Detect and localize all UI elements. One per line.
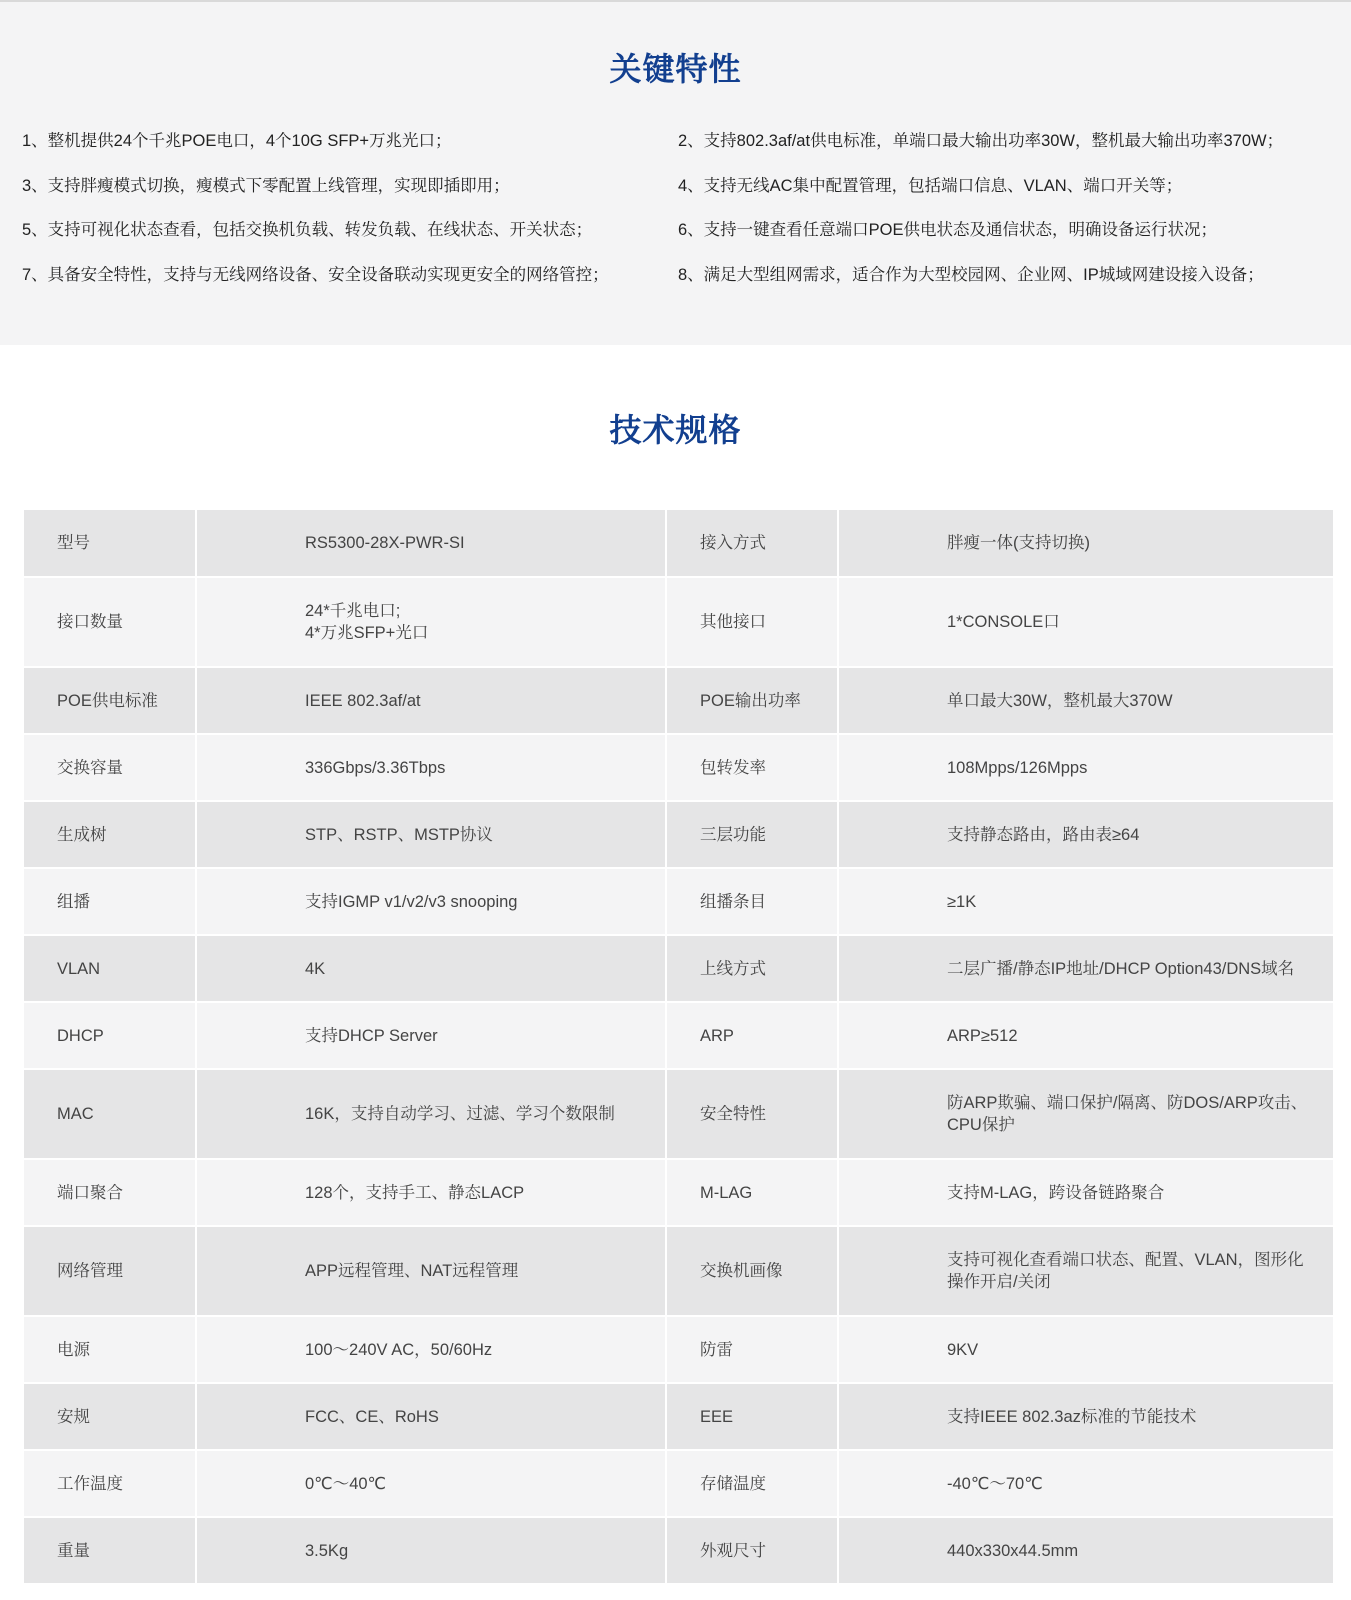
- table-row: [24, 868, 1333, 935]
- spec-label: 外观尺寸: [666, 1517, 838, 1584]
- spec-label: 网络管理: [24, 1226, 196, 1316]
- spec-value-line: 支持可视化查看端口状态、配置、VLAN，图形化: [947, 1251, 1304, 1269]
- spec-value-line: ≥1K: [947, 892, 977, 911]
- table-row: [24, 734, 1333, 801]
- spec-label: 电源: [24, 1316, 196, 1383]
- table-row: [24, 667, 1333, 734]
- spec-value-line: 128个，支持手工、静态LACP: [305, 1183, 525, 1202]
- spec-value-line: 100～240V AC，50/60Hz: [305, 1340, 493, 1359]
- spec-label: POE输出功率: [666, 667, 838, 734]
- spec-value-line: 3.5Kg: [305, 1541, 349, 1560]
- spec-label: 交换容量: [24, 734, 196, 801]
- spec-value-line: 胖瘦一体(支持切换): [947, 534, 1090, 552]
- spec-value-line: 440x330x44.5mm: [947, 1541, 1079, 1560]
- spec-label: MAC: [24, 1069, 196, 1159]
- spec-value-line: RS5300-28X-PWR-SI: [305, 534, 465, 552]
- spec-value: [196, 1069, 666, 1159]
- feature-item: 3、支持胖瘦模式切换，瘦模式下零配置上线管理，实现即插即用；: [22, 176, 510, 195]
- spec-label: M-LAG: [666, 1159, 838, 1226]
- spec-value-line: 支持IGMP v1/v2/v3 snooping: [305, 892, 518, 911]
- spec-value-line: 9KV: [947, 1340, 979, 1359]
- spec-value: [196, 510, 666, 577]
- spec-label: 安全特性: [666, 1069, 838, 1159]
- spec-value-line: 支持M-LAG，跨设备链路聚合: [947, 1183, 1165, 1202]
- table-row: [24, 577, 1333, 667]
- spec-label: 其他接口: [666, 577, 838, 667]
- table-row: [24, 1316, 1333, 1383]
- spec-value-line: 1*CONSOLE口: [947, 613, 1060, 631]
- spec-value: [196, 801, 666, 868]
- tech-specs-title: 技术规格: [609, 411, 742, 449]
- spec-value: [196, 734, 666, 801]
- spec-label: 安规: [24, 1383, 196, 1450]
- feature-item: 4、支持无线AC集中配置管理，包括端口信息、VLAN、端口开关等；: [678, 176, 1183, 195]
- spec-value-line: STP、RSTP、MSTP协议: [305, 825, 493, 844]
- spec-label: 接口数量: [24, 577, 196, 667]
- spec-value-line: 0℃～40℃: [305, 1474, 387, 1493]
- feature-item: 8、满足大型组网需求，适合作为大型校园网、企业网、IP城域网建设接入设备；: [678, 265, 1264, 284]
- feature-item: 2、支持802.3af/at供电标准，单端口最大输出功率30W，整机最大输出功率370W；: [678, 132, 1284, 150]
- spec-value: [838, 734, 1333, 801]
- spec-value-line: CPU保护: [947, 1116, 1015, 1134]
- spec-value-line: 支持静态路由，路由表≥64: [947, 825, 1140, 844]
- spec-value-line: 108Mpps/126Mpps: [947, 758, 1088, 777]
- spec-label: 上线方式: [666, 935, 838, 1002]
- spec-value: [838, 935, 1333, 1002]
- spec-value: [838, 667, 1333, 734]
- spec-value: [196, 1383, 666, 1450]
- table-row: [24, 1517, 1333, 1584]
- spec-value: [838, 510, 1333, 577]
- spec-value-line: 单口最大30W，整机最大370W: [947, 691, 1173, 710]
- spec-value: [196, 1450, 666, 1517]
- spec-label: VLAN: [24, 935, 196, 1002]
- spec-value-line: 4K: [305, 959, 326, 978]
- spec-value-line: ARP≥512: [947, 1026, 1018, 1045]
- spec-value: [838, 1517, 1333, 1584]
- spec-value: [196, 935, 666, 1002]
- spec-value-line: FCC、CE、RoHS: [305, 1407, 439, 1426]
- table-row: [24, 1450, 1333, 1517]
- table-row: [24, 801, 1333, 868]
- spec-label: 存储温度: [666, 1450, 838, 1517]
- spec-value: [838, 801, 1333, 868]
- spec-value: [196, 1517, 666, 1584]
- spec-value: [196, 1002, 666, 1069]
- key-features-section: [0, 2, 1351, 345]
- table-row: [24, 935, 1333, 1002]
- key-features-title: 关键特性: [609, 50, 742, 88]
- table-row: [24, 1226, 1333, 1316]
- spec-label: 接入方式: [666, 510, 838, 577]
- spec-label: POE供电标准: [24, 667, 196, 734]
- table-row: [24, 1002, 1333, 1069]
- spec-value: [838, 577, 1333, 667]
- table-row: [24, 1383, 1333, 1450]
- table-row: [24, 510, 1333, 577]
- spec-value: [196, 1316, 666, 1383]
- feature-item: 5、支持可视化状态查看，包括交换机负载、转发负载、在线状态、开关状态；: [22, 221, 593, 239]
- spec-value: [196, 577, 666, 667]
- spec-value: [838, 1383, 1333, 1450]
- spec-value-line: 4*万兆SFP+光口: [305, 624, 429, 642]
- spec-value: [196, 1226, 666, 1316]
- spec-label: 生成树: [24, 801, 196, 868]
- spec-value: [838, 1316, 1333, 1383]
- spec-value: [196, 1159, 666, 1226]
- spec-label: 交换机画像: [666, 1226, 838, 1316]
- feature-item: 6、支持一键查看任意端口POE供电状态及通信状态，明确设备运行状况；: [678, 221, 1218, 239]
- spec-value-line: APP远程管理、NAT远程管理: [305, 1262, 519, 1280]
- spec-value: [838, 868, 1333, 935]
- spec-value-line: IEEE 802.3af/at: [305, 691, 421, 710]
- spec-label: 防雷: [666, 1316, 838, 1383]
- spec-value-line: 操作开启/关闭: [947, 1273, 1051, 1291]
- spec-value-line: -40℃～70℃: [947, 1474, 1043, 1493]
- spec-label: 工作温度: [24, 1450, 196, 1517]
- spec-value-line: 336Gbps/3.36Tbps: [305, 758, 446, 777]
- spec-label: 组播条目: [666, 868, 838, 935]
- key-features-list: [22, 130, 1332, 308]
- spec-value: [838, 1002, 1333, 1069]
- feature-item: 1、整机提供24个千兆POE电口，4个10G SFP+万兆光口；: [22, 132, 452, 150]
- spec-label: 型号: [24, 510, 196, 577]
- spec-label: 三层功能: [666, 801, 838, 868]
- spec-value: [196, 667, 666, 734]
- spec-label: DHCP: [24, 1002, 196, 1069]
- spec-value-line: 支持DHCP Server: [305, 1026, 438, 1045]
- spec-label: 组播: [24, 868, 196, 935]
- spec-table: [24, 510, 1333, 1585]
- spec-value-line: 24*千兆电口;: [305, 602, 401, 620]
- spec-label: ARP: [666, 1002, 838, 1069]
- spec-value-line: 防ARP欺骗、端口保护/隔离、防DOS/ARP攻击、: [947, 1094, 1308, 1112]
- spec-value-line: 支持IEEE 802.3az标准的节能技术: [947, 1407, 1197, 1426]
- table-row: [24, 1069, 1333, 1159]
- tech-specs-section: [0, 345, 1351, 1600]
- spec-value: [838, 1450, 1333, 1517]
- spec-label: EEE: [666, 1383, 838, 1450]
- spec-value: [196, 868, 666, 935]
- spec-label: 端口聚合: [24, 1159, 196, 1226]
- spec-label: 包转发率: [666, 734, 838, 801]
- table-row: [24, 1159, 1333, 1226]
- spec-label: 重量: [24, 1517, 196, 1584]
- spec-value-line: 16K，支持自动学习、过滤、学习个数限制: [305, 1105, 615, 1123]
- spec-value: [838, 1159, 1333, 1226]
- spec-value: [838, 1226, 1333, 1316]
- spec-value: [838, 1069, 1333, 1159]
- spec-value-line: 二层广播/静态IP地址/DHCP Option43/DNS域名: [947, 959, 1295, 978]
- feature-item: 7、具备安全特性，支持与无线网络设备、安全设备联动实现更安全的网络管控；: [22, 265, 609, 284]
